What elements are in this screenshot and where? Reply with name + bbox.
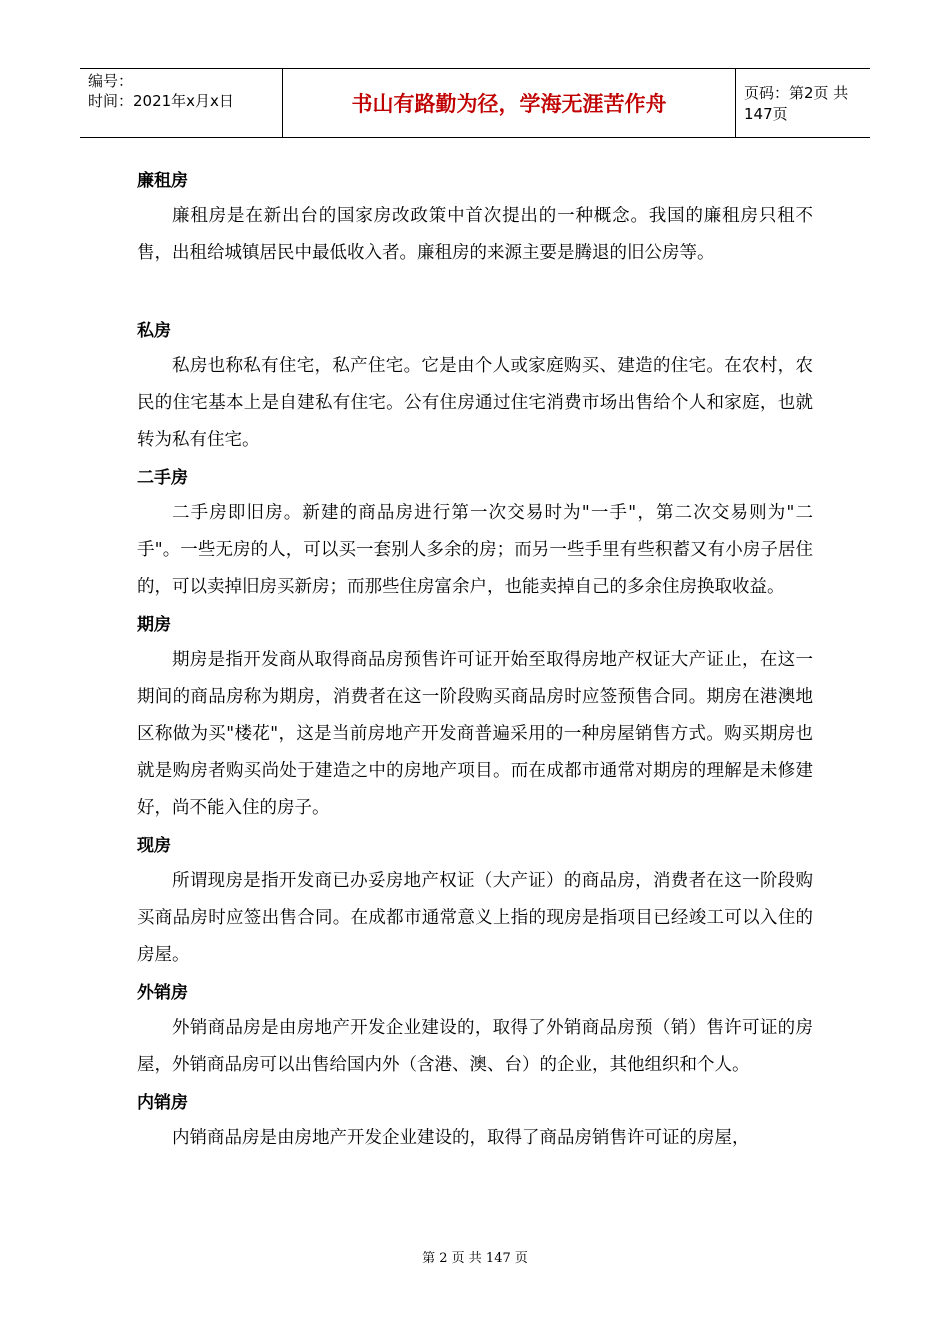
section-qifang <box>137 614 813 827</box>
section-paragraph: 廉租房是在新出台的国家房改政策中首次提出的一种概念。我国的廉租房只租不售，出租给城镇居民中最低收入者。廉租房的来源主要是腾退的旧公房等。 <box>137 206 813 263</box>
section-lianzufang <box>137 170 813 272</box>
header-page-info: 页码：第2页 共147页 <box>744 84 849 123</box>
section-title: 内销房 <box>137 1093 188 1113</box>
document-body <box>137 160 813 1157</box>
section-title: 廉租房 <box>137 171 188 191</box>
section-neixiaofang <box>137 1092 813 1157</box>
section-waixiaofang <box>137 982 813 1084</box>
section-title: 现房 <box>137 836 171 856</box>
section-sifang <box>137 320 813 459</box>
section-title: 外销房 <box>137 983 188 1003</box>
section-paragraph: 所谓现房是指开发商已办妥房地产权证（大产证）的商品房，消费者在这一阶段购买商品房时应签出售合同。在成都市通常意义上指的现房是指项目已经竣工可以入住的房屋。 <box>137 871 813 965</box>
header-meta <box>80 69 282 137</box>
section-paragraph: 期房是指开发商从取得商品房预售许可证开始至取得房地产权证大产证止，在这一期间的商品房称为期房，消费者在这一阶段购买商品房时应签预售合同。期房在港澳地区称做为买"楼花"，这是当前房地产开发商普遍采用的一种房屋销售方式。购买期房也就是购房者购买尚处于建造之中的房地产项目。而在成都市通常对期房的理解是未修建好，尚不能入住的房子。 <box>137 650 813 818</box>
page-header <box>80 68 870 138</box>
section-title: 二手房 <box>137 468 188 488</box>
header-motto: 书山有路勤为径，学海无涯苦作舟 <box>282 69 736 137</box>
document-time-label: 时间：2021年x月x日 <box>88 92 234 110</box>
section-xianfang <box>137 835 813 974</box>
section-paragraph: 外销商品房是由房地产开发企业建设的，取得了外销商品房预（销）售许可证的房屋，外销商品房可以出售给国内外（含港、澳、台）的企业，其他组织和个人。 <box>137 1018 813 1075</box>
section-title: 期房 <box>137 615 171 635</box>
page-footer: 第 2 页 共 147 页 <box>422 1251 528 1266</box>
section-paragraph: 私房也称私有住宅，私产住宅。它是由个人或家庭购买、建造的住宅。在农村，农民的住宅基本上是自建私有住宅。公有住房通过住宅消费市场出售给个人和家庭，也就转为私有住宅。 <box>137 356 813 450</box>
section-paragraph: 二手房即旧房。新建的商品房进行第一次交易时为"一手"，第二次交易则为"二手"。一些无房的人，可以买一套别人多余的房；而另一些手里有些积蓄又有小房子居住的，可以卖掉旧房买新房；而那些住房富余户，也能卖掉自己的多余住房换取收益。 <box>137 503 813 597</box>
section-title: 私房 <box>137 321 171 341</box>
section-ershoufang <box>137 467 813 606</box>
section-paragraph: 内销商品房是由房地产开发企业建设的，取得了商品房销售许可证的房屋， <box>172 1128 750 1148</box>
document-number-label: 编号： <box>88 72 134 90</box>
